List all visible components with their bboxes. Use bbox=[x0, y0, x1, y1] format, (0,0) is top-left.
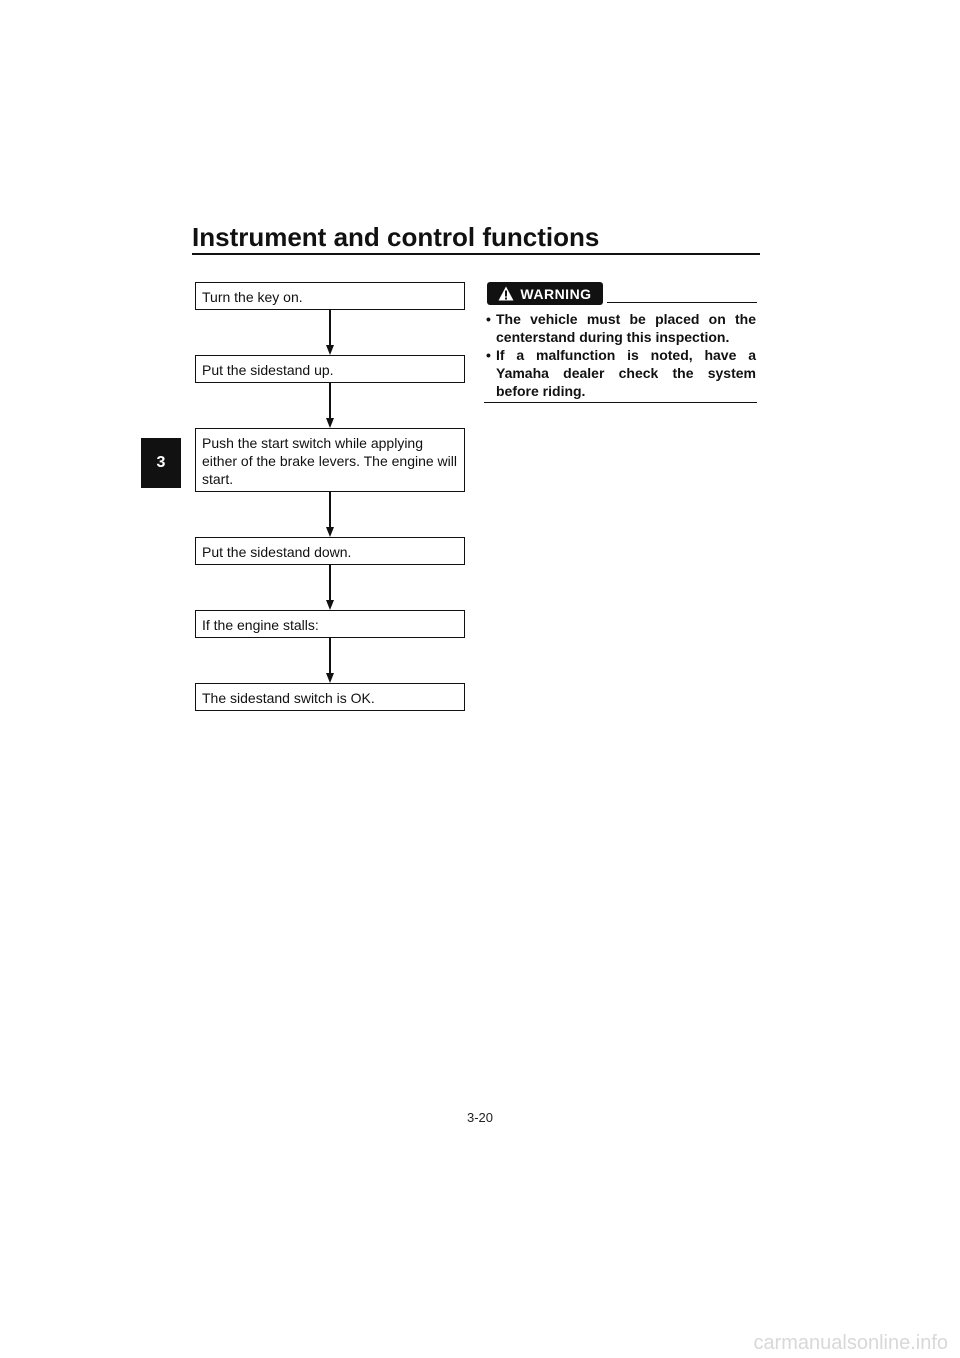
arrow-down-icon bbox=[326, 600, 334, 610]
warning-rule-bottom bbox=[484, 402, 757, 403]
watermark: carmanualsonline.info bbox=[753, 1332, 948, 1354]
flow-step-sidestand-up: Put the sidestand up. bbox=[195, 355, 465, 383]
warning-item-text: If a malfunction is noted, have a Yamaha dealer check the system before riding. bbox=[496, 347, 756, 399]
flow-step-switch-ok: The sidestand switch is OK. bbox=[195, 683, 465, 711]
warning-item: • If a malfunction is noted, have a Yamaha dealer check the system before riding. bbox=[486, 347, 756, 399]
flow-connector bbox=[329, 383, 331, 419]
flow-connector bbox=[329, 638, 331, 674]
arrow-down-icon bbox=[326, 673, 334, 683]
warning-item-text: The vehicle must be placed on the centerstand during this inspection. bbox=[496, 311, 756, 345]
flow-step-engine-stalls: If the engine stalls: bbox=[195, 610, 465, 638]
title-divider bbox=[192, 253, 760, 255]
warning-list bbox=[484, 310, 756, 400]
flow-step-sidestand-down: Put the sidestand down. bbox=[195, 537, 465, 565]
flow-step-push-start-switch: Push the start switch while applying either of the brake levers. The engine will start. bbox=[195, 428, 465, 492]
warning-triangle-icon bbox=[498, 286, 514, 301]
arrow-down-icon bbox=[326, 345, 334, 355]
page-number: 3-20 bbox=[466, 1110, 494, 1125]
warning-item: • The vehicle must be placed on the centerstand during this inspection. bbox=[486, 311, 756, 345]
flow-connector bbox=[329, 492, 331, 528]
chapter-tab: 3 bbox=[141, 438, 181, 488]
flow-step-turn-key-on: Turn the key on. bbox=[195, 282, 465, 310]
flow-connector bbox=[329, 310, 331, 346]
warning-label: WARNING bbox=[520, 285, 592, 302]
warning-badge bbox=[487, 282, 603, 305]
page-title: Instrument and control functions bbox=[192, 222, 600, 252]
warning-rule-top bbox=[607, 302, 757, 303]
arrow-down-icon bbox=[326, 418, 334, 428]
flow-connector bbox=[329, 565, 331, 601]
arrow-down-icon bbox=[326, 527, 334, 537]
